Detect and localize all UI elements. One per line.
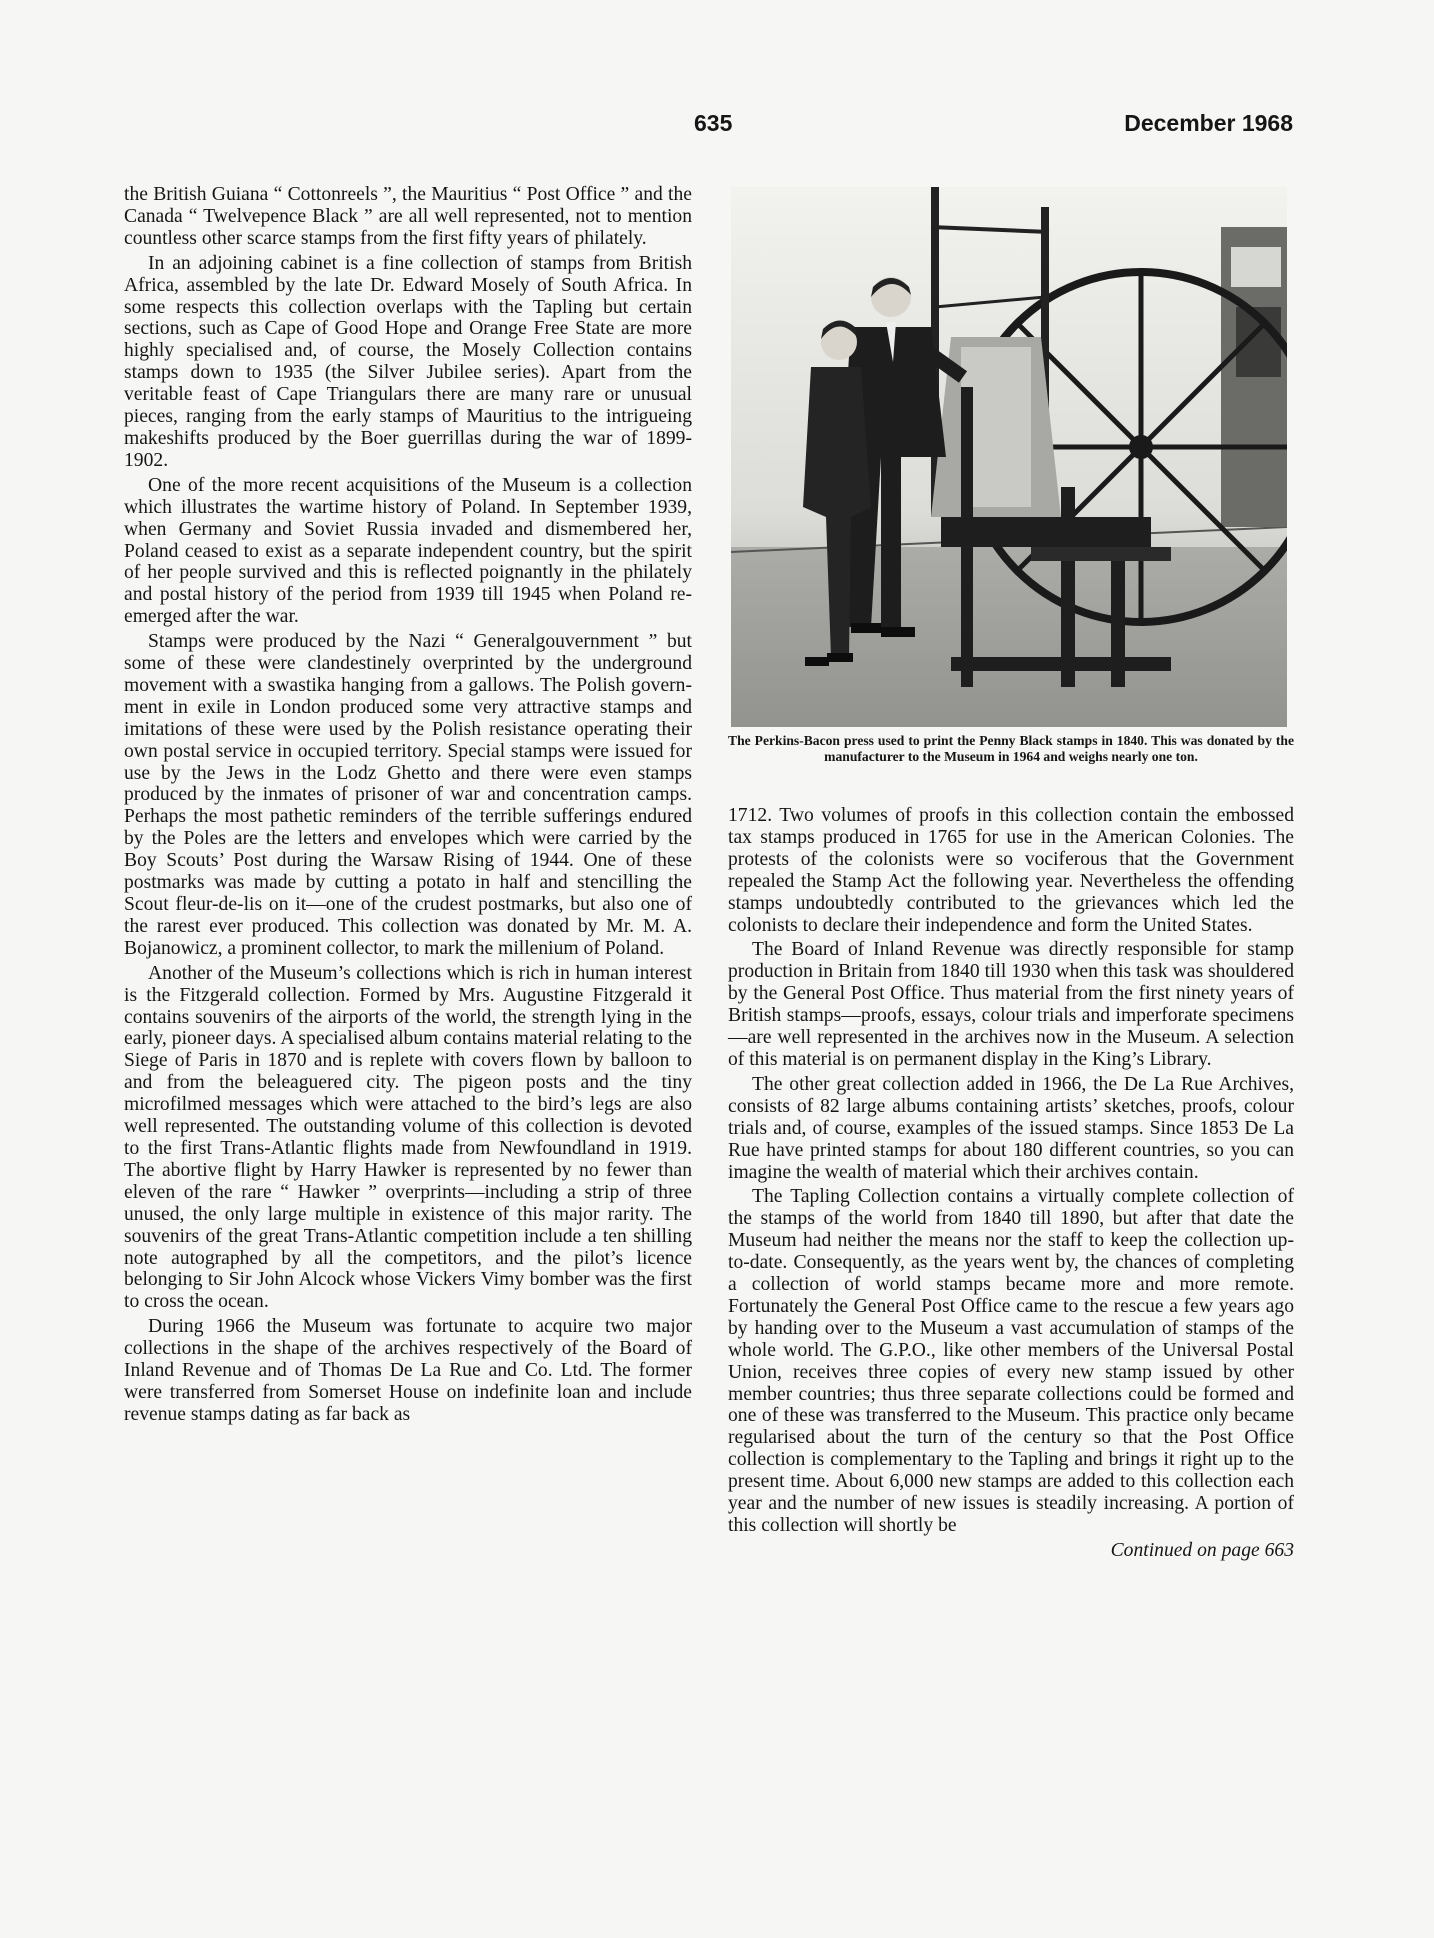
left-column — [124, 184, 692, 1429]
paragraph: The Board of Inland Revenue was directly responsible for stamp production in Britain from 1840 till 1930 when this task was shouldered by the General Post Office. Thus material from the first ninety years of British stamps—proofs, essays, colour trials and imperforate specimens—are well represented in the archives now in the Museum. A selection of this material is on permanent display in the King’s Library. — [728, 939, 1294, 1070]
paragraph: One of the more recent acquisitions of the Museum is a collection which illustrates the wartime history of Poland. In September 1939, when Germany and Soviet Russia invaded and dismembered her, Poland ceased to exist as a separate independent country, but the spirit of her people survived and this is reflected poignantly in the philately and postal history of the period from 1939 till 1945 when Poland re-emerged after the war. — [124, 474, 692, 628]
paragraph: Another of the Museum’s collections which is rich in human interest is the Fitzgerald collection. Formed by Mrs. Augustine Fitzgerald it contains souvenirs of the airports of the world, the strength lying in the early, pioneer days. A specialised album contains material relating to the Siege of Paris in 1870 and is replete with covers flown by balloon to and from the beleaguered city. The pigeon posts and the tiny microfilmed messages which were attached to the bird’s legs are also well represented. The outstanding volume of this collection is devoted to the first Trans-Atlantic flights made from Newfoundland in 1919. The abortive flight by Harry Hawker is represented by no fewer than eleven of the rare “ Hawker ” overprints—including a strip of three unused, the only large multiple in existence of this major rarity. The souvenirs of the great Trans-Atlantic competition include a ten shilling note autographed by all the competitors, and the pilot’s licence belonging to Sir John Alcock whose Vickers Vimy bomber was the first to cross the ocean. — [124, 962, 692, 1313]
paragraph: 1712. Two volumes of proofs in this collection contain the embossed tax stamps produced in 1765 for use in the American Colonies. The protests of the colonists were so vociferous that the Government repealed the Stamp Act the following year. Nevertheless the offending stamps undoubtedly contributed to the grievances which led the colonists to declare their independence and form the United States. — [728, 805, 1294, 936]
paragraph: The other great collection added in 1966, the De La Rue Archives, consists of 82 large albums containing artists’ sketches, proofs, colour trials and, of course, examples of the issued stamps. Since 1853 De La Rue have printed stamps for about 180 different countries, so you can imagine the wealth of material which their archives contain. — [728, 1073, 1294, 1183]
photo-caption: The Perkins-Bacon press used to print the Penny Black stamps in 1840. This was donated by the manufacturer to the Museum in 1964 and weighs nearly one ton. — [728, 733, 1294, 764]
page-header — [0, 110, 1434, 146]
continued-note: Continued on page 663 — [1110, 1539, 1294, 1561]
right-column — [728, 805, 1294, 1562]
press-photo-illustration — [731, 187, 1287, 727]
page-number: 635 — [694, 110, 733, 136]
paragraph: The Tapling Collection contains a virtually complete collection of the stamps of the world from 1840 till 1890, but after that date the Museum had neither the means nor the staff to keep the collection up-to-date. Consequently, as the years went by, the chances of completing a collection of world stamps became more and more remote. Fortunately the General Post Office came to the rescue a few years ago by handing over to the Museum a vast accumulation of stamps of the whole world. The G.P.O., like other members of the Universal Postal Union, receives three copies of every new stamp issued by other member countries; thus three separate collections could be formed and one of these was transferred to the Museum. This practice only became regularised about the turn of the century so that the Post Office collection is complementary to the Tapling and brings it right up to the present time. About 6,000 new stamps are added to this collection each year and the number of new issues is steadily increasing. A portion of this collection will shortly be — [728, 1186, 1294, 1536]
press-photograph — [731, 187, 1287, 727]
paragraph: During 1966 the Museum was fortunate to acquire two major collections in the shape of the archives respectively of the Board of Inland Revenue and of Thomas De La Rue and Co. Ltd. The former were transferred from Somerset House on indefinite loan and include revenue stamps dating as far back as — [124, 1316, 692, 1425]
paragraph: the British Guiana “ Cottonreels ”, the Mauritius “ Post Office ” and the Canada “ Twelvepence Black ” are all well represented, not to mention countless other scarce stamps from the first fifty years of philately. — [124, 184, 692, 249]
paragraph: In an adjoining cabinet is a fine collection of stamps from British Africa, assembled by the late Dr. Edward Mosely of South Africa. In some respects this collection overlaps with the Tapling but certain sections, such as Cape of Good Hope and Orange Free State are more highly specialised and, of course, the Mosely Collection contains stamps down to 1935 (the Silver Jubilee series). Apart from the veritable feast of Cape Triangulars there are many rare or unusual pieces, ranging from the early stamps of Mauritius to the intrigueing makeshifts produced by the Boer guerrillas during the war of 1899-1902. — [124, 252, 692, 471]
paragraph: Stamps were produced by the Nazi “ Generalgouvernment ” but some of these were clandestinely overprinted by the underground movement with a swastika hanging from a gallows. The Polish government in exile in London produced some very attractive stamps and imitations of these were used by the Polish resistance operating their own postal service in occupied territory. Special stamps were issued for use by the Jews in the Lodz Ghetto and there were even stamps produced by the inmates of prisoner of war and concentration camps. Perhaps the most pathetic reminders of the terrible sufferings endured by the Poles are the letters and envelopes which were carried by the Boy Scouts’ Post during the Warsaw Rising of 1944. One of these postmarks was made by cutting a potato in half and stencilling the Scout fleur-de-lis on it—one of the crudest postmarks, but also one of the rarest ever produced. This collection was donated by Mr. M. A. Bojanowicz, a prominent collector, to mark the millenium of Poland. — [124, 631, 692, 959]
issue-date: December 1968 — [1124, 110, 1293, 136]
